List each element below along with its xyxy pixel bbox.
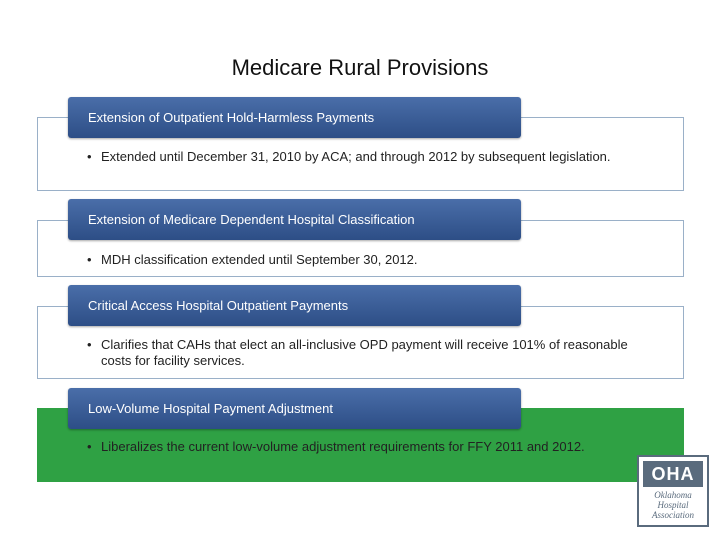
- section-body-text: Liberalizes the current low-volume adjustment requirements for FFY 2011 and 2012.: [101, 439, 585, 454]
- bullet: •: [87, 337, 92, 352]
- section-header-low-volume: Low-Volume Hospital Payment Adjustment: [68, 388, 521, 429]
- section-header-mdh-classification: Extension of Medicare Dependent Hospital Classification: [68, 199, 521, 240]
- section-header-outpatient-hold-harmless: Extension of Outpatient Hold-Harmless Payments: [68, 97, 521, 138]
- logo-wordmark: [643, 490, 703, 520]
- section-header-cah-outpatient: Critical Access Hospital Outpatient Payments: [68, 285, 521, 326]
- section-body-text: Clarifies that CAHs that elect an all-inclusive OPD payment will receive 101% of reasonable costs for facility services.: [101, 337, 628, 368]
- logo-line-3: Association: [652, 510, 694, 520]
- logo-line-1: Oklahoma: [654, 490, 692, 500]
- logo-mark: OHA: [643, 461, 703, 487]
- logo-line-2: Hospital: [657, 500, 689, 510]
- bullet: •: [87, 252, 92, 267]
- section-body-outpatient-hold-harmless: [87, 149, 661, 165]
- oha-logo: [637, 455, 709, 527]
- section-body-text: Extended until December 31, 2010 by ACA; and through 2012 by subsequent legislation.: [101, 149, 611, 164]
- section-body-text: MDH classification extended until September 30, 2012.: [101, 252, 418, 267]
- bullet: •: [87, 439, 92, 454]
- section-body-mdh-classification: [87, 252, 661, 268]
- page-title: Medicare Rural Provisions: [231, 55, 489, 80]
- bullet: •: [87, 149, 92, 164]
- section-body-low-volume: [87, 439, 661, 455]
- section-body-cah-outpatient: [87, 337, 661, 369]
